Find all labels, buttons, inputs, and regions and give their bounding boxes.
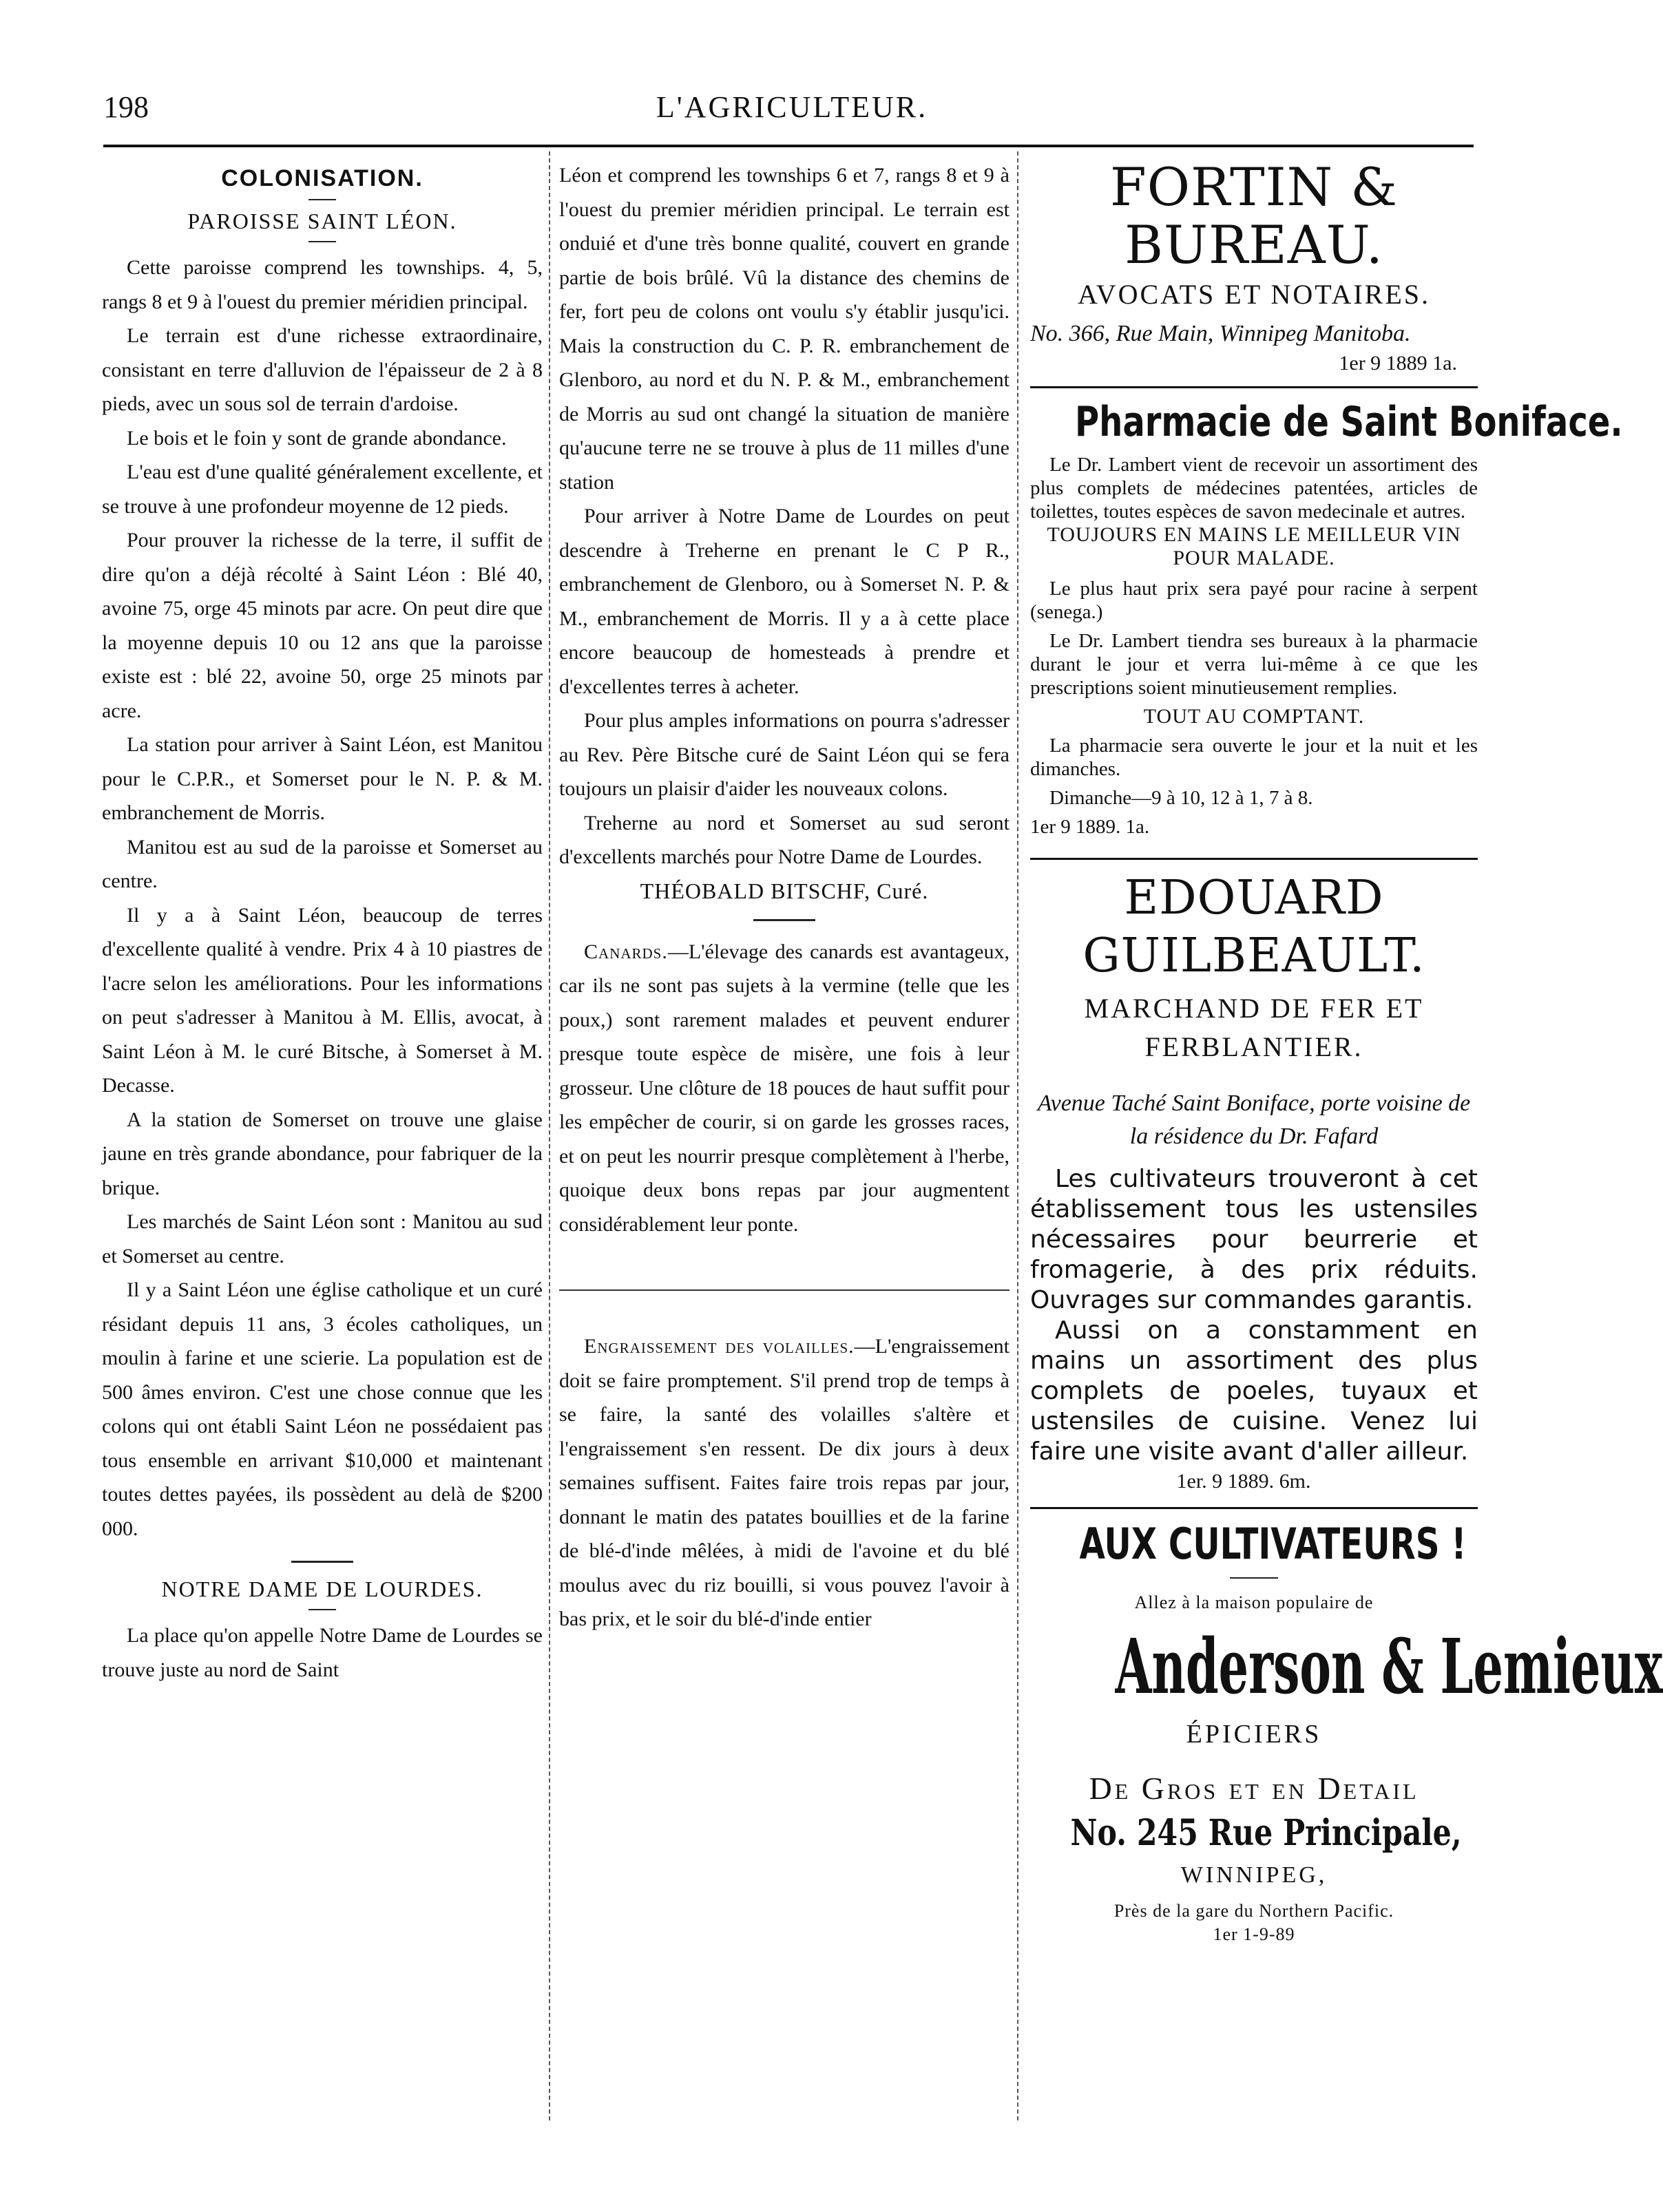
ad-paragraph: TOUT AU COMPTANT. bbox=[1143, 705, 1365, 728]
paragraph: Il y a à Saint Léon, beaucoup de terres d'excellente qualité à vendre. Prix 4 à 10 piastres de l'acre selon les améliorations. Pour les informations on peut s'adresser à Manitou à M. Ellis, avocat, à Saint Léon à M. le curé Bitsche, à Somerset à M. Decasse. bbox=[102, 903, 543, 1097]
ad-paragraph: Le plus haut prix sera payé pour racine à serpent (senega.) bbox=[1030, 578, 1478, 623]
ad-paragraph: Les cultivateurs trouveront à cet établissement tous les ustensiles nécessaires pour beurrerie et fromagerie, à des prix réduits. Ouvrages sur commandes garantis. bbox=[1030, 1165, 1478, 1314]
paragraph: La place qu'on appelle Notre Dame de Lourdes se trouve juste au nord de Saint bbox=[102, 1624, 543, 1681]
ad-title: AUX CULTIVATEURS ! bbox=[1079, 1519, 1467, 1569]
paragraph-lead: Canards. bbox=[584, 940, 668, 963]
ad-paragraph: Le Dr. Lambert tiendra ses bureaux à la pharmacie durant le jour et verra lui-même à ce que les prescriptions soient minutieusement remplies. bbox=[1030, 630, 1478, 699]
ad-paragraph: La pharmacie sera ouverte le jour et la nuit et les dimanches. bbox=[1030, 735, 1478, 780]
column-3-ads bbox=[1030, 156, 1663, 1946]
column-divider bbox=[549, 151, 550, 2120]
ad-divider bbox=[1030, 858, 1478, 860]
paragraph: Il y a Saint Léon une église catholique et un curé résidant depuis 11 ans, 3 écoles catholiques, un moulin à farine et une scierie. La population est de 500 âmes environ. C'est une chose connue que les colons qui ont établi Saint Léon ne possédaient pas tous ensemble en arrivant $10,000 et maintenant toutes dettes payées, ils possèdent au delà de $200 000. bbox=[102, 1278, 543, 1540]
paragraph-text: —L'élevage des canards est avantageux, car ils ne sont pas sujets à la vermine (telle que les poux,) sont rarement malades et peuvent endurer presque toute espèce de misère, une fois à leur grosseur. Une clôture de 18 pouces de haut suffit pour les empêcher de courir, si on garde les grosses races, et on peut les nourrir presque complètement à l'herbe, quoique deux bons repas par jour augmentent considérablement leur ponte. bbox=[559, 940, 1010, 1236]
ad-dates: 1er. 9 1889. 6m. bbox=[1176, 1470, 1311, 1493]
divider bbox=[559, 1289, 1010, 1291]
page-header bbox=[103, 89, 1481, 131]
divider bbox=[1230, 1577, 1278, 1579]
ad-fortin-bureau bbox=[1030, 158, 1478, 375]
column-2 bbox=[559, 158, 1010, 1636]
paragraph: Treherne au nord et Somerset au sud seront d'excellents marchés pour Notre Dame de Lourdes. bbox=[559, 811, 1010, 868]
ad-subtitle: AVOCATS ET NOTAIRES. bbox=[1077, 279, 1431, 310]
signature: THÉOBALD BITSCHF, Curé. bbox=[640, 878, 929, 903]
paragraph-text: —L'engraissement doit se faire promptement. S'il prend trop de temps à se faire, la santé des volailles s'altère et l'engraissement s'en ressent. De dix jours à deux semaines suffisent. Faites faire trois repas par jour, donnant le matin des patates bouillies et de la farine de blé-d'inde mêlées, à midi de l'avoine et du blé moulus avec du riz bouilli, si vous pouvez l'avoir à bas prix, et le soir du blé-d'inde entier bbox=[559, 1335, 1010, 1630]
ad-paragraph: Aussi on a constamment en mains un assortiment des plus complets de poeles, tuyaux et ustensiles de cuisine. Venez lui faire une visite avant d'aller ailleur. bbox=[1030, 1316, 1478, 1466]
ad-guilbeault bbox=[1030, 870, 1478, 1493]
paragraph: Pour arriver à Notre Dame de Lourdes on peut descendre à Treherne en prenant le C P R., embranchement de Glenboro, ou à Somerset N. P. & M., embranchement de Morris. Il y a à cette place encore beaucoup de homesteads à prendre et d'excellentes terres à acheter. bbox=[559, 505, 1010, 698]
ad-dates: 1er 9 1889. 1a. bbox=[1030, 816, 1150, 838]
divider bbox=[308, 241, 336, 242]
ad-title: EDOUARD GUILBEAULT. bbox=[1082, 871, 1425, 983]
ad-city: WINNIPEG, bbox=[1180, 1862, 1328, 1888]
paragraph bbox=[559, 935, 1010, 1242]
journal-title: L'AGRICULTEUR. bbox=[656, 90, 928, 124]
paragraph: Cette paroisse comprend les townships. 4, 5, rangs 8 et 9 à l'ouest du premier méridien principal. bbox=[102, 256, 543, 313]
paragraph: Manitou est au sud de la paroisse et Somerset au centre. bbox=[102, 835, 543, 892]
paragraph: Les marchés de Saint Léon sont : Manitou au sud et Somerset au centre. bbox=[102, 1210, 543, 1267]
divider bbox=[291, 1561, 353, 1563]
ad-address: No. 366, Rue Main, Winnipeg Manitoba. bbox=[1030, 321, 1411, 346]
divider bbox=[753, 919, 815, 921]
ad-title: Pharmacie de Saint Boniface. bbox=[1075, 398, 1623, 446]
page-number: 198 bbox=[103, 90, 149, 124]
paragraph: Pour plus amples informations on pourra s'adresser au Rev. Père Bitsche curé de Saint Léon qui se fera toujours un plaisir d'aider les nouveaux colons. bbox=[559, 709, 1010, 800]
paragraph: La station pour arriver à Saint Léon, est Manitou pour le C.P.R., et Somerset pour le N. P. & M. embranchement de Morris. bbox=[102, 733, 543, 824]
ad-address: Avenue Taché Saint Boniface, porte voisine de la résidence du Dr. Fafard bbox=[1037, 1091, 1471, 1149]
ad-line: ÉPICIERS bbox=[1186, 1720, 1322, 1749]
paragraph: A la station de Somerset on trouve une glaise jaune en très grande abondance, pour fabriquer de la brique. bbox=[102, 1108, 543, 1199]
ad-dates: 1er 9 1889 1a. bbox=[1339, 352, 1457, 375]
paragraph: Le bois et le foin y sont de grande abondance. bbox=[127, 426, 507, 450]
ad-address: No. 245 Rue Principale, bbox=[1070, 1812, 1462, 1854]
ad-pharmacie bbox=[1030, 398, 1623, 839]
ad-business-name: Anderson & Lemieux bbox=[1115, 1622, 1663, 1711]
ad-line: Près de la gare du Northern Pacific. bbox=[1113, 1901, 1394, 1921]
header-rule bbox=[103, 145, 1474, 147]
paragraph: Léon et comprend les townships 6 et 7, rangs 8 et 9 à l'ouest du premier méridien principal. Le terrain est onduié et d'une très bonne qualité, couvert en grande partie de bois brûlé. Vû la distance des chemins de fer, fort peu de colons ont voulu s'y établir jusqu'ici. Mais la construction du C. P. R. embranchement de Glenboro, au nord et du N. P. & M., embranchement de Morris au sud ont changé la situation de manière qu'aucune terre ne se trouve à plus de 11 milles d'une station bbox=[559, 164, 1010, 494]
paragraph: Pour prouver la richesse de la terre, il suffit de dire qu'on a déjà récolté à Saint Léon : Blé 40, avoine 75, orge 45 minots par acre. On peut dire que la moyenne depuis 10 ou 12 ans que la paroisse existe est : blé 22, avoine 50, orge 25 minots par acre. bbox=[102, 529, 543, 722]
article-subheading: PAROISSE SAINT LÉON. bbox=[187, 209, 457, 233]
ad-divider bbox=[1030, 386, 1478, 388]
ad-divider bbox=[1030, 1507, 1478, 1509]
ad-paragraph: Le Dr. Lambert vient de recevoir un assortiment des plus complets de médecines patentées, articles de toilettes, toutes espèces de savon medecinale et autres. bbox=[1030, 454, 1478, 523]
column-1 bbox=[102, 158, 543, 1687]
ad-intro: Allez à la maison populaire de bbox=[1134, 1592, 1374, 1612]
paragraph bbox=[559, 1329, 1010, 1636]
divider bbox=[308, 1609, 336, 1610]
divider bbox=[308, 199, 336, 200]
ad-paragraph: Dimanche—9 à 10, 12 à 1, 7 à 8. bbox=[1049, 787, 1313, 809]
article-subheading: NOTRE DAME DE LOURDES. bbox=[161, 1577, 483, 1601]
paragraph-lead: Engraissement des volailles. bbox=[584, 1335, 855, 1358]
ad-subtitle: MARCHAND DE FER ET FERBLANTIER. bbox=[1084, 993, 1424, 1062]
paragraph: L'eau est d'une qualité généralement excellente, et se trouve à une profondeur moyenne de 12 pieds. bbox=[102, 461, 543, 518]
ad-line: De Gros et en Detail bbox=[1089, 1771, 1419, 1806]
section-heading: COLONISATION. bbox=[221, 165, 423, 191]
ad-dates: 1er 1-9-89 bbox=[1213, 1924, 1295, 1944]
ad-paragraph: TOUJOURS EN MAINS LE MEILLEUR VIN POUR MALADE. bbox=[1047, 523, 1461, 569]
ad-title: FORTIN & BUREAU. bbox=[1110, 156, 1398, 275]
paragraph: Le terrain est d'une richesse extraordinaire, consistant en terre d'alluvion de l'épaisseur de 2 à 8 pieds, avec un sous sol de terrain d'ardoise. bbox=[102, 324, 543, 415]
column-divider bbox=[1017, 151, 1018, 2120]
ad-anderson-lemieux bbox=[1030, 1519, 1663, 1946]
